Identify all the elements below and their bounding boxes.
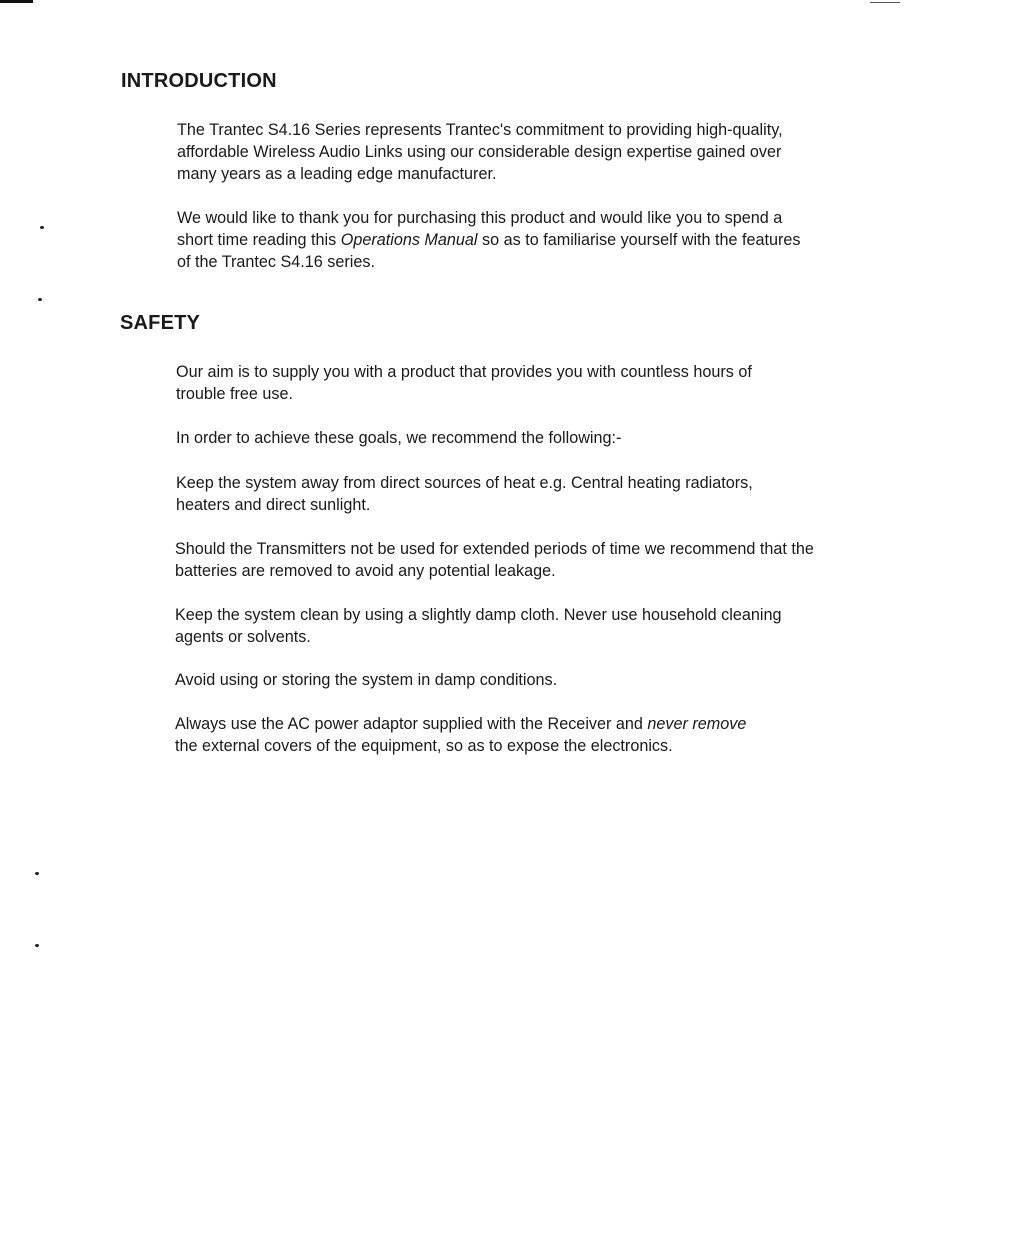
safety-paragraph: Our aim is to supply you with a product that provides you with countless hours of trouble free use.: [176, 363, 752, 403]
introduction-paragraph: [177, 207, 817, 273]
binding-hole-mark: [40, 226, 44, 229]
scan-edge-mark: [0, 0, 33, 3]
binding-hole-mark: [35, 944, 39, 947]
text-run: Always use the AC power adaptor supplied with the Receiver and: [175, 715, 648, 733]
introduction-heading: INTRODUCTION: [121, 70, 277, 92]
text-run: the external covers of the equipment, so as to expose the electronics.: [175, 737, 673, 755]
binding-hole-mark: [35, 872, 39, 875]
safety-paragraph: Avoid using or storing the system in damp conditions.: [175, 671, 558, 689]
safety-paragraph: In order to achieve these goals, we recommend the following:-: [176, 429, 622, 447]
introduction-paragraph: The Trantec S4.16 Series represents Trantec's commitment to providing high-quality, affordable Wireless Audio Links using our considerable design expertise gained over many years as a leading edge manufacturer.: [177, 121, 783, 183]
safety-paragraph: [175, 713, 755, 757]
safety-paragraph: Should the Transmitters not be used for extended periods of time we recommend that the batteries are removed to avoid any potential leakage.: [175, 540, 814, 580]
safety-heading: SAFETY: [120, 312, 201, 334]
warning-emphasis: never remove: [647, 715, 747, 733]
safety-paragraph: Keep the system clean by using a slightly damp cloth. Never use household cleaning agents or solvents.: [175, 606, 782, 646]
binding-hole-mark: [38, 298, 42, 301]
manual-title-emphasis: Operations Manual: [340, 231, 478, 249]
text-run: We would like to thank you for purchasing this product and would like you to spend a short time reading this: [177, 209, 783, 249]
safety-paragraph: Keep the system away from direct sources of heat e.g. Central heating radiators, heaters and direct sunlight.: [176, 474, 753, 514]
scan-edge-mark: [870, 2, 900, 3]
text-run: so as to familiarise yourself with the features of the Trantec S4.16 series.: [177, 231, 801, 271]
